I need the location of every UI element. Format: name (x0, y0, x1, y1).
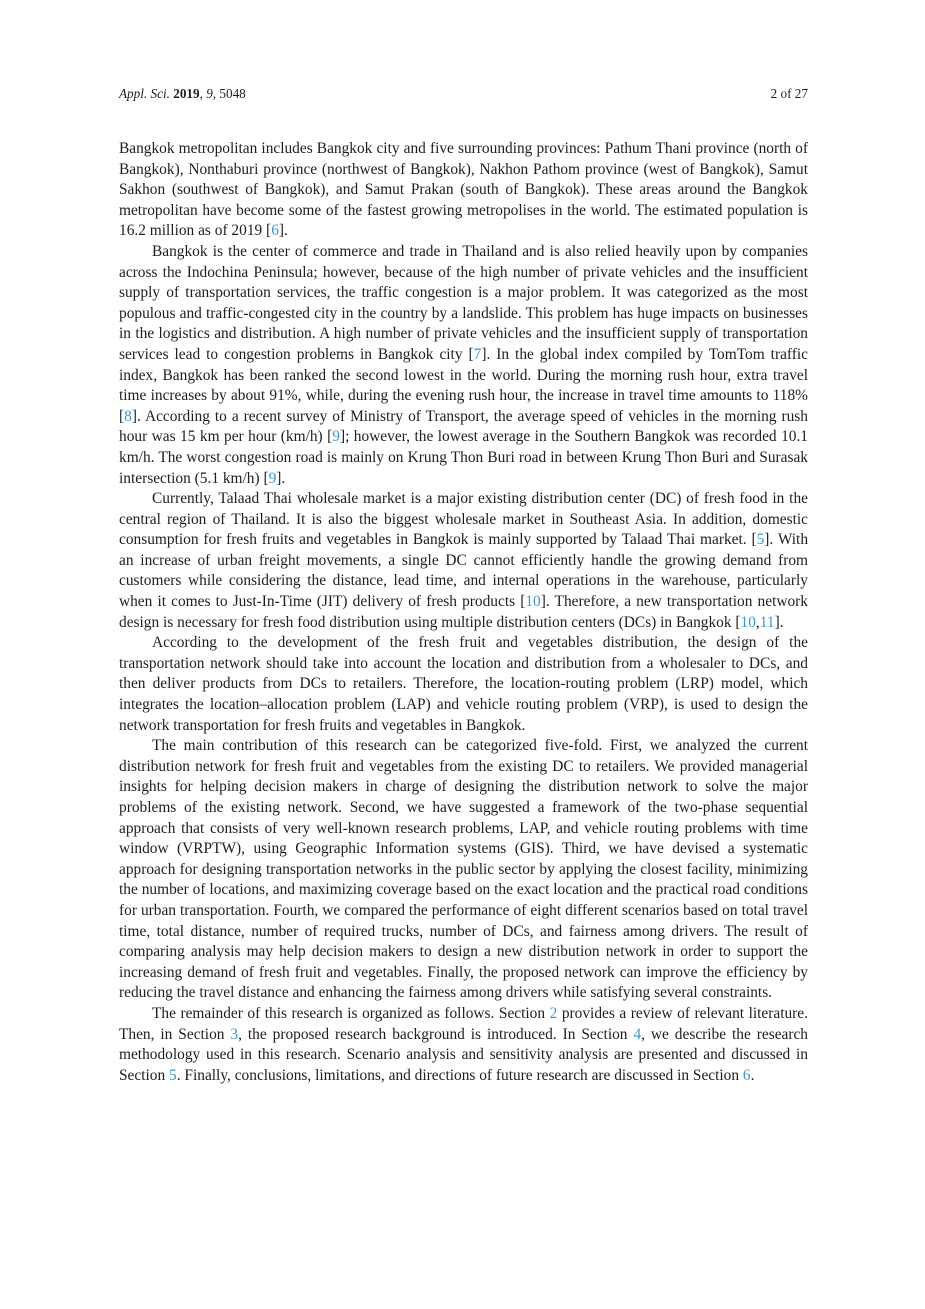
text-run: ]. According to a recent survey of Ministry of Transport, the average speed of vehicles in the morning rush hour was 15 km per hour (km/h) [ (119, 407, 808, 446)
text-run: , the proposed research background is introduced. In Section (238, 1025, 634, 1043)
journal-citation (119, 87, 246, 100)
text-run: ]. (276, 469, 286, 487)
citation-link[interactable]: 10 (525, 593, 541, 611)
article-body (119, 139, 808, 1086)
text-run: Bangkok metropolitan includes Bangkok city and five surrounding provinces: Pathum Thani province (north of Bangkok), Nonthaburi province (northwest of Bangkok), Nakhon Pathom province (west of Bangkok), Samut Sakhon (southwest of Bangkok), and Samut Prakan (south of Bangkok). These areas around the Bangkok metropolitan have become some of the fastest growing metropolises in the world. The estimated population is 16.2 million as of 2019 [ (119, 140, 808, 240)
text-run: 9 (206, 86, 213, 101)
paragraph (119, 1004, 808, 1086)
citation-link[interactable]: 5 (756, 531, 765, 549)
text-run: ]. With an increase of urban freight movements, a single DC cannot efficiently handle the growing demand from customers while considering the distance, lead time, and internal operations in the warehouse, particularly when it comes to Just-In-Time (JIT) delivery of fresh products [ (119, 531, 809, 611)
text-run: ]. (278, 222, 288, 240)
citation-link[interactable]: 10 (740, 613, 756, 631)
paragraph (119, 139, 808, 242)
text-run: Currently, Talaad Thai wholesale market is a major existing distribution center (DC) of fresh food in the central region of Thailand. It is also the biggest wholesale market in Southeast Asia. In addition, domestic consumption for fresh fruits and vegetables in Bangkok is mainly supported by Talaad Thai market. [ (119, 490, 808, 549)
section-link[interactable]: 4 (633, 1025, 642, 1043)
paragraph (119, 242, 808, 489)
text-run: ]. Therefore, a new transportation network design is necessary for fresh food distribution using multiple distribution centers (DCs) in Bangkok [ (119, 593, 808, 631)
text-run: . (750, 1066, 755, 1084)
text-run: According to the development of the fresh fruit and vegetables distribution, the design of the transportation network should take into account the location and distribution from a wholesaler to DCs, and then deliver products from DCs to retailers. Therefore, the location-routing problem (LRP) model, which integrates the location–allocation problem (LAP) and vehicle routing problem (VRP), is used to design the network transportation for fresh fruits and vegetables in Bangkok. (119, 634, 808, 734)
text-run: ]. (774, 613, 784, 631)
paragraph (119, 633, 808, 736)
text-run: . Finally, conclusions, limitations, and directions of future research are discussed in Section (176, 1066, 743, 1084)
text-run: , (755, 613, 760, 631)
text-run: Appl. Sci. (119, 86, 174, 101)
section-link[interactable]: 6 (742, 1066, 751, 1084)
text-run: , 5048 (212, 86, 246, 101)
citation-link[interactable]: 11 (759, 613, 775, 631)
text-run: The remainder of this research is organized as follows. Section (152, 1004, 550, 1022)
text-run: 2019 (173, 86, 200, 101)
citation-link[interactable]: 7 (473, 345, 482, 363)
section-link[interactable]: 2 (549, 1004, 558, 1022)
page-number: 2 of 27 (770, 86, 808, 101)
text-run: The main contribution of this research can be categorized five-fold. First, we analyzed the current distribution network for fresh fruit and vegetables from the existing DC to retailers. We provided managerial insights for helping decision makers in charge of designing the distribution network to solve the major problems of the existing network. Second, we have suggested a framework of the two-phase sequential approach that consists of very well-known research problems, LAP, and vehicle routing problems with time window (VRPTW), using Geographic Information systems (GIS). Third, we have devised a systematic approach for designing transportation networks in the public sector by applying the closest facility, minimizing the number of locations, and maximizing coverage based on the exact location and the practical road conditions for urban transportation. Fourth, we compared the performance of eight different scenarios based on total travel time, total distance, number of required trucks, number of DCs, and fairness among drivers. The result of comparing analysis may help decision makers to design a new distribution network in order to support the increasing demand of fresh fruit and vegetables. Finally, the proposed network can improve the efficiency by reducing the travel distance and enhancing the fairness among drivers while satisfying several constraints. (119, 737, 808, 1002)
text-run: , (199, 86, 207, 101)
text-run: provides a review of relevant literature. Then, in Section (119, 1004, 808, 1043)
text-run: ]. In the global index compiled by TomTom traffic index, Bangkok has been ranked the second lowest in the world. During the morning rush hour, extra travel time increases by about 91%, while, during the evening rush hour, the increase in travel time amounts to 118% [ (119, 345, 808, 425)
section-link[interactable]: 5 (169, 1066, 177, 1084)
text-run: Bangkok is the center of commerce and trade in Thailand and is also relied heavily upon by companies across the Indochina Peninsula; however, because of the high number of private vehicles and the insufficient supply of transportation services, the traffic congestion is a major problem. It was categorized as the most populous and traffic-congested city in the country by a landslide. This problem has huge impacts on businesses in the logistics and distribution. A high number of private vehicles and the insufficient supply of transportation services lead to congestion problems in Bangkok city [ (119, 242, 808, 363)
citation-link[interactable]: 8 (124, 407, 132, 425)
text-run: ]; however, the lowest average in the Southern Bangkok was recorded 10.1 km/h. The worst congestion road is mainly on Krung Thon Buri road in between Krung Thon Buri and Surasak intersection (5.1 km/h) [ (119, 428, 808, 487)
citation-link[interactable]: 9 (332, 428, 340, 446)
paragraph (119, 489, 808, 633)
section-link[interactable]: 3 (230, 1025, 239, 1043)
citation-link[interactable]: 9 (268, 469, 277, 487)
running-head (119, 87, 808, 100)
citation-link[interactable]: 6 (271, 222, 279, 240)
text-run: , we describe the research methodology used in this research. Scenario analysis and sensitivity analysis are presented and discussed in Section (119, 1025, 809, 1084)
paragraph (119, 736, 808, 1004)
